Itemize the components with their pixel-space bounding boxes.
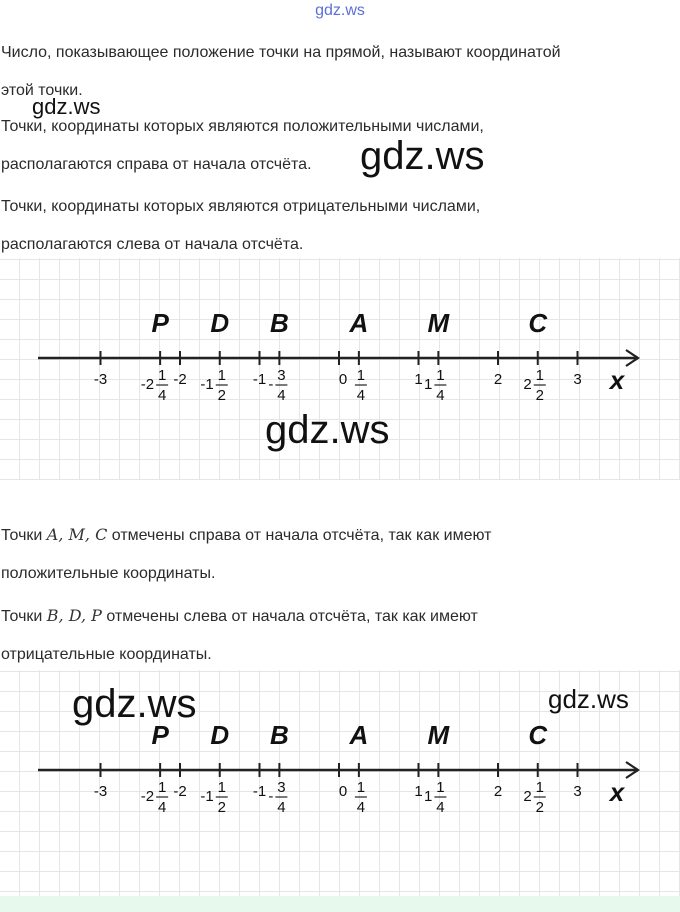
text-line: располагаются слева от начала отсчёта.: [1, 236, 304, 253]
paragraph-negative: [1, 188, 677, 264]
tick-label: -1: [252, 783, 267, 800]
coord-denominator: 4: [356, 387, 366, 404]
point-label: M: [427, 720, 450, 750]
coord-numerator: 1: [217, 367, 226, 384]
coord-whole: -2: [140, 376, 155, 393]
point-label: A: [349, 308, 369, 338]
bottom-bar: [0, 896, 680, 912]
text-suffix: отмечены слева от начала отсчёта, так как имеют: [101, 608, 478, 625]
coord-denominator: 4: [356, 799, 366, 816]
paragraph-left-points: [1, 597, 677, 674]
coord-numerator: 1: [356, 779, 366, 796]
text-prefix: Точки: [1, 527, 47, 544]
coord-numerator: 1: [356, 367, 366, 384]
coord-denominator: 2: [535, 387, 544, 404]
coord-denominator: 2: [217, 387, 226, 404]
coord-whole: -2: [140, 788, 155, 805]
coord-numerator: 3: [277, 367, 286, 384]
point-label: P: [151, 308, 169, 338]
coord-denominator: 4: [277, 387, 286, 404]
tick-label: 0: [338, 783, 348, 800]
tick-label: 3: [573, 783, 582, 800]
watermark: gdz.ws: [265, 408, 390, 452]
watermark: gdz.ws: [360, 134, 485, 178]
paragraph-definition: [1, 34, 677, 110]
coord-denominator: 4: [436, 799, 445, 816]
coord-numerator: 3: [277, 779, 286, 796]
text-line: отрицательные координаты.: [1, 646, 212, 663]
point-label: A: [349, 720, 369, 750]
coord-numerator: 1: [157, 779, 167, 796]
point-label: M: [427, 308, 450, 338]
point-label: D: [210, 720, 230, 750]
coord-whole: 1: [424, 788, 433, 805]
coord-whole: -1: [200, 376, 214, 393]
coord-denominator: 2: [217, 799, 226, 816]
coord-numerator: 1: [535, 779, 544, 796]
coord-numerator: 1: [157, 367, 167, 384]
math-variables: A, M, C: [46, 525, 108, 544]
text-line: Точки, координаты которых являются положительными числами,: [1, 118, 484, 135]
coord-denominator: 2: [535, 799, 544, 816]
point-label: P: [151, 720, 169, 750]
coord-whole: -: [268, 376, 274, 393]
text-line: располагаются справа от начала отсчёта.: [1, 156, 312, 173]
math-variables: B, D, P: [46, 606, 102, 625]
axis-label: x: [609, 365, 625, 395]
coord-denominator: 4: [157, 799, 167, 816]
coord-whole: 2: [523, 788, 532, 805]
tick-label: 2: [493, 783, 503, 800]
point-label: C: [528, 308, 548, 338]
text-line: положительные координаты.: [1, 565, 216, 582]
tick-label: 2: [493, 371, 503, 388]
coord-whole: -: [268, 788, 274, 805]
text-prefix: Точки: [1, 608, 47, 625]
watermark: gdz.ws: [548, 684, 629, 714]
coord-denominator: 4: [157, 387, 167, 404]
paragraph-right-points: [1, 516, 677, 593]
tick-label: -2: [173, 783, 187, 800]
tick-label: -3: [93, 783, 108, 800]
tick-label: -2: [173, 371, 187, 388]
watermark: gdz.ws: [72, 682, 197, 726]
text-line: Число, показывающее положение точки на прямой, называют координатой: [1, 44, 561, 61]
coord-numerator: 1: [535, 367, 544, 384]
point-label: D: [210, 308, 230, 338]
coord-numerator: 1: [436, 367, 445, 384]
site-logo[interactable]: gdz.ws: [315, 2, 365, 19]
text-suffix: отмечены справа от начала отсчёта, так как имеют: [107, 527, 492, 544]
tick-label: 0: [338, 371, 348, 388]
axis-label: x: [609, 777, 625, 807]
text-line: этой точки.: [1, 82, 83, 99]
watermark: gdz.ws: [32, 94, 101, 119]
coord-whole: -1: [200, 788, 214, 805]
coord-whole: 1: [424, 376, 433, 393]
coord-numerator: 1: [217, 779, 226, 796]
point-label: C: [528, 720, 548, 750]
tick-label: 1: [414, 783, 423, 800]
coord-whole: 2: [523, 376, 532, 393]
tick-label: -3: [93, 371, 108, 388]
point-label: B: [269, 308, 289, 338]
paragraph-positive: [1, 108, 677, 184]
coord-numerator: 1: [436, 779, 445, 796]
tick-label: 1: [414, 371, 423, 388]
tick-label: -1: [252, 371, 267, 388]
text-line: Точки, координаты которых являются отрицательными числами,: [1, 198, 481, 215]
coord-denominator: 4: [436, 387, 445, 404]
point-label: B: [269, 720, 289, 750]
tick-label: 3: [573, 371, 582, 388]
coord-denominator: 4: [277, 799, 286, 816]
